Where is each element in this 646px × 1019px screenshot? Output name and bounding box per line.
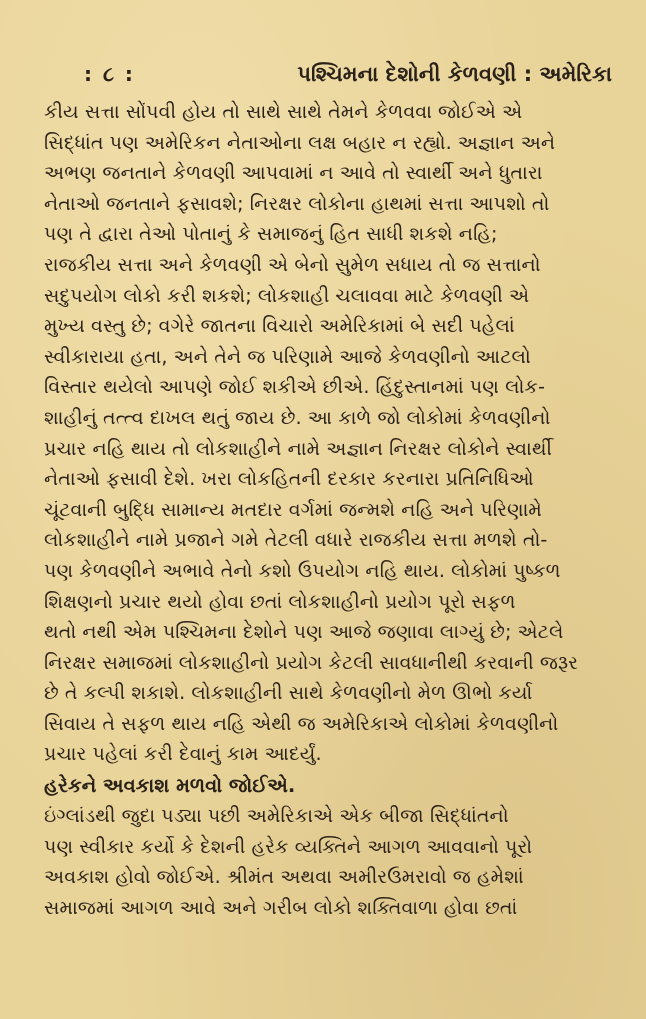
running-title: પશ્ચિમના દેશોની કેળવણી : અમેરિકા	[297, 62, 612, 86]
body-paragraph-1: કીય સત્તા સોંપવી હોય તો સાથે સાથે તેમને કેળવવા જોઈએ એ સિદ્ધાંત પણ અમેરિકન નેતાઓના લક્ષ બહાર ન રહ્યો. અજ્ઞાન અને અભણ જનતાને કેળવણી આપવામાં ન આવે તો સ્વાર્થી અને ધુતારા નેતાઓ જનતાને ફસાવશે; નિરક્ષર લોકોના હાથમાં સત્તા આપશો તો પણ તે દ્વારા તેઓ પોતાનું કે સમાજનું હિત સાધી શકશે નહિ; રાજકીય સત્તા અને કેળવણી એ બેનો સુમેળ સધાય તો જ સત્તાનો સદુપયોગ લોકો કરી શકશે; લોકશાહી ચલાવવા માટે કેળવણી એ મુખ્ય વસ્તુ છે; વગેરે જાતના વિચારો અમેરિકામાં બે સદી પહેલાં સ્વીકારાયા હતા, અને તેને જ પરિણામે આજે કેળવણીનો આટલો વિસ્તાર થયેલો આપણે જોઈ શકીએ છીએ. હિંદુસ્તાનમાં પણ લોક- શાહીનું તત્ત્વ દાખલ થતું જાય છે. આ કાળે જો લોકોમાં કેળવણીનો પ્રચાર નહિ થાય તો લોકશાહીને નામે અજ્ઞાન નિરક્ષર લોકોને સ્વાર્થી નેતાઓ ફસાવી દેશે. ખરા લોકહિતની દરકાર કરનારા પ્રતિનિધિઓ ચૂંટવાની બુદ્ધિ સામાન્ય મતદાર વર્ગમાં જન્મશે નહિ અને પરિણામે લોકશાહીને નામે પ્રજાને ગમે તેટલી વધારે રાજકીય સત્તા મળશે તો- પણ કેળવણીને અભાવે તેનો કશો ઉપયોગ નહિ થાય. લોકોમાં પુષ્કળ શિક્ષણનો પ્રચાર થયો હોવા છતાં લોકશાહીનો પ્રયોગ પૂરો સફળ થતો નથી એમ પશ્ચિમના દેશોને પણ આજે જણાવા લાગ્યું છે; એટલે નિરક્ષર સમાજમાં લોકશાહીનો પ્રયોગ કેટલી સાવધાનીથી કરવાની જરૂર છે તે કલ્પી શકાશે. લોકશાહીની સાથે કેળવણીનો મેળ ઊભો કર્યા સિવાય તે સફળ થાય નહિ એથી જ અમેરિકાએ લોકોમાં કેળવણીનો પ્રચાર પહેલાં કરી દેવાનું કામ આદર્યું.	[44, 100, 579, 766]
body-paragraph-2: ઇંગ્લાંડથી જુદા પડ્યા પછી અમેરિકાએ એક બીજા સિદ્ધાંતનો પણ સ્વીકાર કર્યો કે દેશની હરેક વ્યક્તિને આગળ આવવાનો પૂરો અવકાશ હોવો જોઈએ. શ્રીમંત અથવા અમીરઉમરાવો જ હમેશાં સમાજમાં આગળ આવે અને ગરીબ લોકો શક્તિવાળા હોવા છતાં	[44, 804, 533, 919]
page-number: : ૮ :	[84, 62, 135, 86]
section-subheading: હરેકને અવકાશ મળવો જોઈએ.	[44, 774, 296, 798]
page-header	[84, 62, 616, 87]
